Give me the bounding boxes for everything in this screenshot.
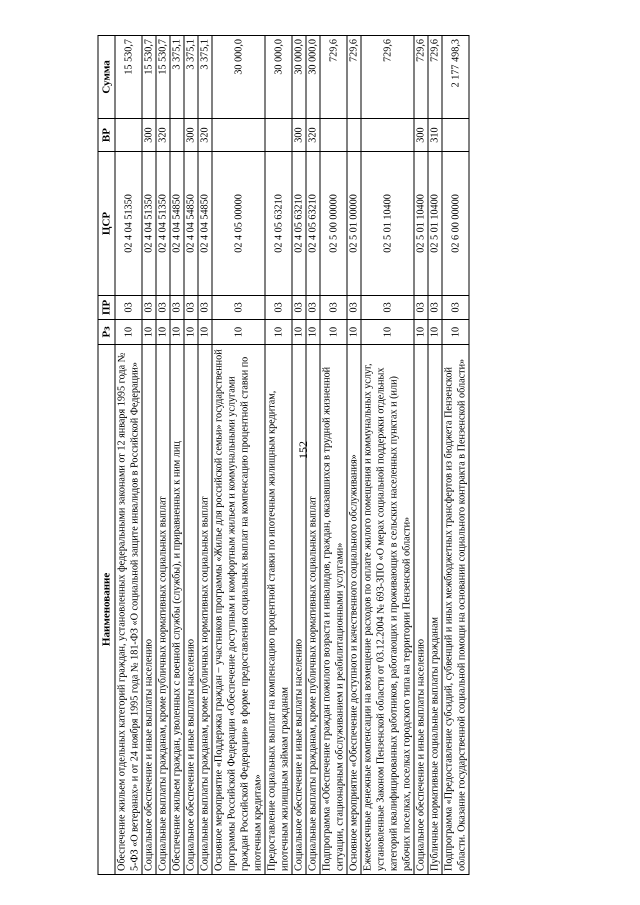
cell-name: Социальные выплаты гражданам, кроме публичных нормативных социальных выплат (156, 344, 170, 874)
cell-pr: 03 (347, 295, 361, 320)
table-row (184, 36, 198, 875)
cell-sum: 30 000,0 (306, 36, 320, 119)
cell-vr (212, 118, 265, 152)
cell-pr: 03 (184, 295, 198, 320)
cell-csr: 02 5 01 10400 (414, 152, 428, 295)
table-row (198, 36, 212, 875)
table-row (347, 36, 361, 875)
cell-csr: 02 6 00 00000 (442, 152, 469, 295)
table-row (361, 36, 414, 875)
cell-csr: 02 5 00 00000 (320, 152, 347, 295)
cell-name: Социальные выплаты гражданам, кроме публичных нормативных социальных выплат (306, 344, 320, 874)
cell-csr: 02 4 05 00000 (212, 152, 265, 295)
cell-name: Подпрограмма «Предоставление субсидий, субвенций и иных межбюджетных трансфертов из бюджета Пензенской области. Оказание государственной социальной помощи на основании социального контракта в Пензенской области» (442, 344, 469, 874)
cell-pr: 03 (414, 295, 428, 320)
header-pr: ПР (98, 295, 115, 320)
cell-sum: 15 530,7 (115, 36, 142, 119)
cell-pr: 03 (320, 295, 347, 320)
cell-rz: 10 (115, 320, 142, 345)
table-row (306, 36, 320, 875)
cell-rz: 10 (184, 320, 198, 345)
cell-csr: 02 4 05 63210 (265, 152, 292, 295)
cell-csr: 02 4 04 54850 (170, 152, 184, 295)
header-sum: Сумма (98, 36, 115, 119)
cell-vr: 300 (184, 118, 198, 152)
cell-pr: 03 (428, 295, 442, 320)
cell-vr: 310 (428, 118, 442, 152)
cell-pr: 03 (198, 295, 212, 320)
cell-rz: 10 (170, 320, 184, 345)
cell-csr: 02 5 01 10400 (428, 152, 442, 295)
budget-table-page (98, 35, 633, 875)
cell-pr: 03 (142, 295, 156, 320)
cell-sum: 15 530,7 (142, 36, 156, 119)
cell-rz: 10 (156, 320, 170, 345)
cell-vr: 320 (198, 118, 212, 152)
cell-sum: 729,6 (320, 36, 347, 119)
cell-vr: 300 (292, 118, 306, 152)
cell-sum: 729,6 (361, 36, 414, 119)
cell-rz: 10 (265, 320, 292, 345)
cell-sum: 729,6 (347, 36, 361, 119)
cell-csr: 02 5 01 10400 (361, 152, 414, 295)
cell-name: Социальное обеспечение и иные выплаты населению (184, 344, 198, 874)
cell-name: Основное мероприятие «Поддержка граждан – участников программы «Жилье для российской семьи» государственной программы Российской Федерации «Обеспечение доступным и комфортным жильем и коммунальными услугами граждан Российской Федерации» в форме предоставления социальных выплат на компенсацию процентной ставки по ипотечным кредитам» (212, 344, 265, 874)
cell-vr: 320 (156, 118, 170, 152)
cell-name: Основное мероприятие «Обеспечение доступного и качественного социального обслуживания» (347, 344, 361, 874)
page-number: 152 (296, 441, 310, 459)
table-row (115, 36, 142, 875)
cell-sum: 2 177 498,3 (442, 36, 469, 119)
cell-csr: 02 5 01 00000 (347, 152, 361, 295)
cell-pr: 03 (156, 295, 170, 320)
cell-pr: 03 (442, 295, 469, 320)
cell-rz: 10 (320, 320, 347, 345)
cell-csr: 02 4 05 63210 (292, 152, 306, 295)
cell-sum: 30 000,0 (212, 36, 265, 119)
cell-csr: 02 4 04 54850 (184, 152, 198, 295)
cell-vr (265, 118, 292, 152)
cell-rz: 10 (414, 320, 428, 345)
header-vr: ВР (98, 118, 115, 152)
table-row (428, 36, 442, 875)
cell-rz: 10 (142, 320, 156, 345)
table-row (156, 36, 170, 875)
cell-vr (442, 118, 469, 152)
cell-name: Социальные выплаты гражданам, кроме публичных нормативных социальных выплат (198, 344, 212, 874)
cell-name: Подпрограмма «Обеспечение граждан пожилого возраста и инвалидов, граждан, оказавшихся в трудной жизненной ситуации, стационарным обслуживанием и реабилитационными услугами» (320, 344, 347, 874)
cell-pr: 03 (115, 295, 142, 320)
cell-rz: 10 (198, 320, 212, 345)
cell-pr: 03 (361, 295, 414, 320)
cell-pr: 03 (292, 295, 306, 320)
table-row (212, 36, 265, 875)
cell-vr (170, 118, 184, 152)
cell-sum: 729,6 (428, 36, 442, 119)
cell-name: Обеспечение жильем граждан, уволенных с военной службы (службы), и приравненных к ним лиц (170, 344, 184, 874)
cell-rz: 10 (306, 320, 320, 345)
header-name: Наименование (98, 344, 115, 874)
cell-rz: 10 (347, 320, 361, 345)
cell-csr: 02 4 04 51350 (156, 152, 170, 295)
cell-rz: 10 (292, 320, 306, 345)
cell-pr: 03 (265, 295, 292, 320)
table-row (292, 36, 306, 875)
cell-sum: 30 000,0 (292, 36, 306, 119)
header-rz: Рз (98, 320, 115, 345)
cell-rz: 10 (361, 320, 414, 345)
table-body (115, 36, 469, 875)
table-row (265, 36, 292, 875)
cell-name: Обеспечение жильем отдельных категорий граждан, установленных федеральными законами от 12 января 1995 года № 5-ФЗ «О ветеранах» и от 24 ноября 1995 года № 181-ФЗ «О социальной защите инвалидов в Российской Федерации» (115, 344, 142, 874)
cell-name: Публичные нормативные социальные выплаты гражданам (428, 344, 442, 874)
cell-csr: 02 4 04 54850 (198, 152, 212, 295)
cell-name: Предоставление социальных выплат на компенсацию процентной ставки по ипотечным жилищным кредитам, ипотечным жилищным займам гражданам (265, 344, 292, 874)
table-row (320, 36, 347, 875)
header-csr: ЦСР (98, 152, 115, 295)
budget-table (98, 35, 470, 875)
cell-vr: 300 (414, 118, 428, 152)
cell-vr (347, 118, 361, 152)
cell-vr (320, 118, 347, 152)
cell-sum: 3 375,1 (198, 36, 212, 119)
cell-name: Социальное обеспечение и иные выплаты населению (292, 344, 306, 874)
table-header-row (98, 36, 115, 875)
cell-sum: 30 000,0 (265, 36, 292, 119)
cell-sum: 3 375,1 (184, 36, 198, 119)
table-row (170, 36, 184, 875)
cell-name: Социальное обеспечение и иные выплаты населению (142, 344, 156, 874)
table-row (414, 36, 428, 875)
cell-name: Социальное обеспечение и иные выплаты населению (414, 344, 428, 874)
cell-pr: 03 (170, 295, 184, 320)
cell-sum: 3 375,1 (170, 36, 184, 119)
cell-sum: 15 530,7 (156, 36, 170, 119)
cell-csr: 02 4 04 51350 (115, 152, 142, 295)
table-row (442, 36, 469, 875)
cell-pr: 03 (212, 295, 265, 320)
cell-pr: 03 (306, 295, 320, 320)
cell-rz: 10 (442, 320, 469, 345)
cell-vr: 300 (142, 118, 156, 152)
cell-sum: 729,6 (414, 36, 428, 119)
cell-csr: 02 4 05 63210 (306, 152, 320, 295)
cell-rz: 10 (428, 320, 442, 345)
table-row (142, 36, 156, 875)
cell-csr: 02 4 04 51350 (142, 152, 156, 295)
cell-name: Ежемесячные денежные компенсации на возмещение расходов по оплате жилого помещения и коммунальных услуг, установленные Законом Пензенской области от 03.12.2004 № 693-ЗПО «О мерах социальной поддержки отдельных категорий квалифицированных работников, работающих и проживающих в сельских населенных пунктах и (или) рабочих поселках, поселках городского типа на территории Пензенской области» (361, 344, 414, 874)
cell-vr: 320 (306, 118, 320, 152)
cell-vr (361, 118, 414, 152)
cell-vr (115, 118, 142, 152)
cell-rz: 10 (212, 320, 265, 345)
